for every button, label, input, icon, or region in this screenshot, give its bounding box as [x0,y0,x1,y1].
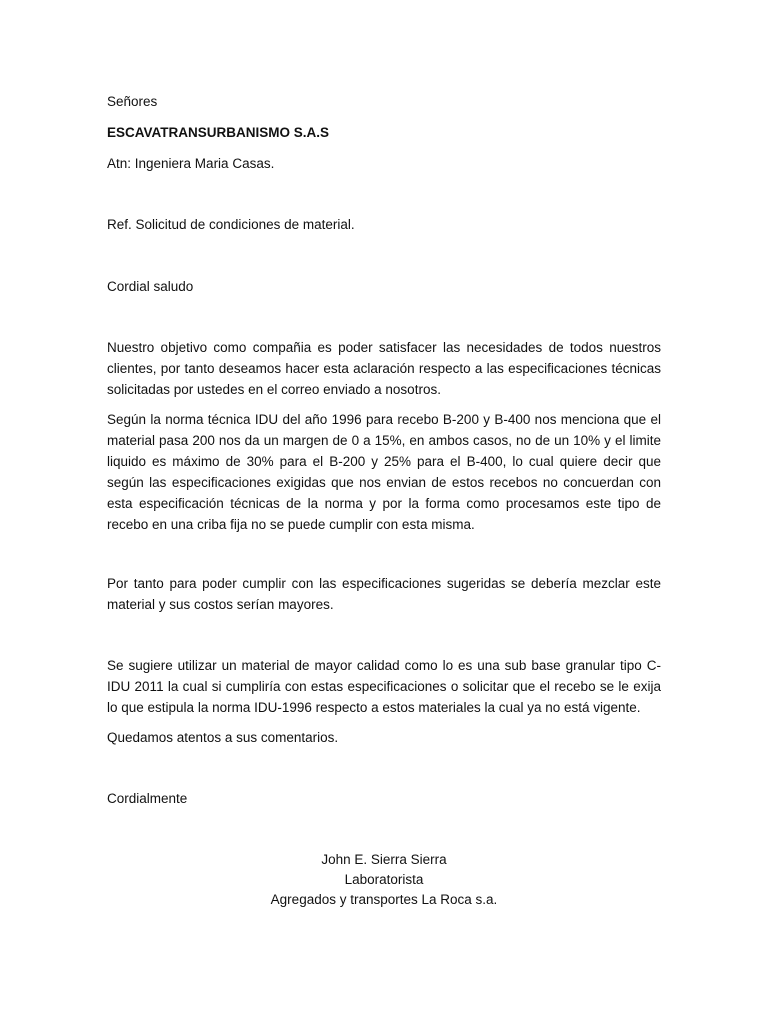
greeting: Cordial saludo [107,279,194,294]
paragraph-norma: Según la norma técnica IDU del año 1996 para recebo B-200 y B-400 nos menciona que el material pasa 200 nos da un margen de 0 a 15%, en ambos casos, no de un 10% y el limite liquido es máximo de 30% para el B-200 y 25% para el B-400, lo cual quiere decir que según las especificaciones exigidas que nos envian de estos recebos no concuerdan con esta especificación técnicas de la norma y por la forma como procesamos este tipo de recebo en una criba fija no se puede cumplir con esta misma. [107,412,661,532]
signature-organization: Agregados y transportes La Roca s.a. [270,892,498,907]
company-name: ESCAVATRANSURBANISMO S.A.S [107,125,330,140]
reference-line: Ref. Solicitud de condiciones de material. [107,217,355,232]
attention-line: Atn: Ingeniera Maria Casas. [107,156,275,171]
paragraph-atentos: Quedamos atentos a sus comentarios. [107,730,339,745]
closing: Cordialmente [107,791,188,806]
paragraph-objective: Nuestro objetivo como compañia es poder satisfacer las necesidades de todos nuestros clientes, por tanto deseamos hacer esta aclaración respecto a las especificaciones técnicas solicitadas por ustedes en el correo enviado a nosotros. [107,340,661,397]
salutation-to: Señores [107,94,158,109]
signature-title: Laboratorista [344,872,424,887]
paragraph-mezcla: Por tanto para poder cumplir con las especificaciones sugeridas se debería mezclar este material y sus costos serían mayores. [107,576,661,612]
paragraph-sugerencia: Se sugiere utilizar un material de mayor calidad como lo es una sub base granular tipo C-IDU 2011 la cual si cumpliría con estas especificaciones o solicitar que el recebo se le exija lo que estipula la norma IDU-1996 respecto a estos materiales la cual ya no está vigente. [107,658,661,715]
signature-name: John E. Sierra Sierra [321,852,447,867]
